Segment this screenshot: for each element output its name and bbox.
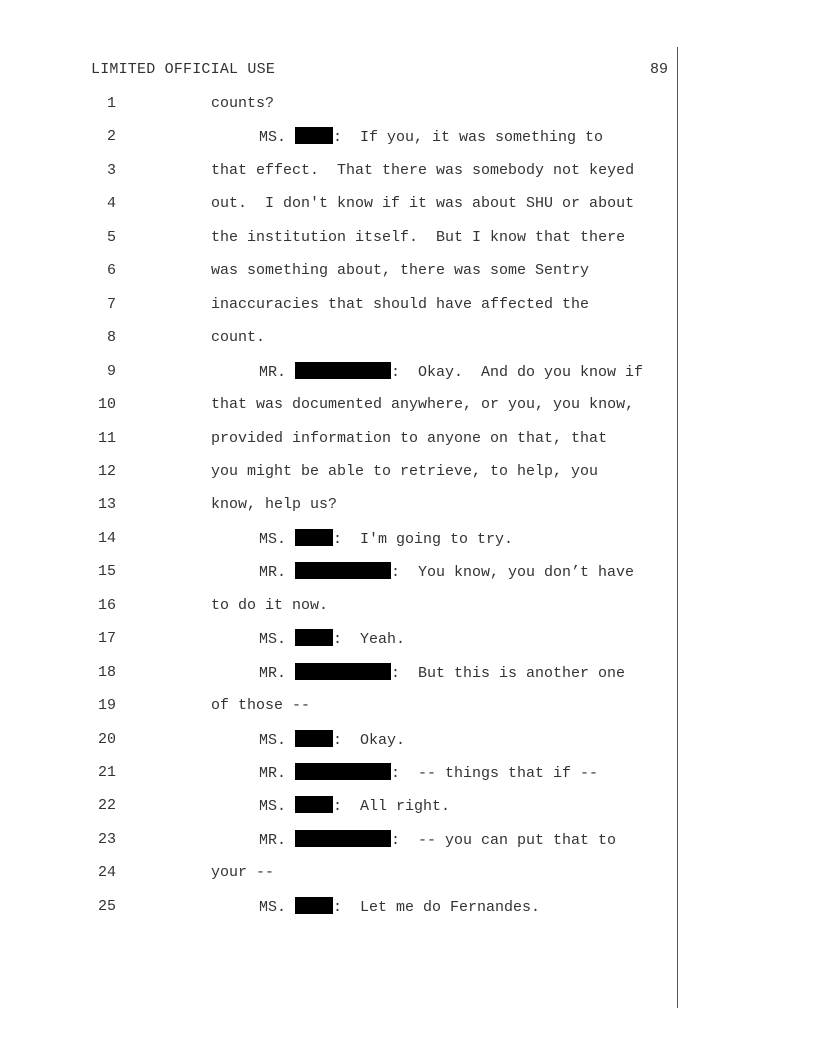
spoken-text: to do it now. bbox=[211, 596, 329, 614]
line-number: 10 bbox=[97, 396, 116, 414]
line-text bbox=[259, 730, 405, 751]
transcript-line bbox=[0, 830, 816, 850]
transcript-line bbox=[0, 763, 816, 783]
spoken-text: : If you, it was something to bbox=[333, 129, 604, 147]
spoken-text: : -- you can put that to bbox=[391, 831, 617, 849]
transcript-line bbox=[0, 796, 816, 816]
transcript-line bbox=[0, 897, 816, 917]
line-number: 2 bbox=[106, 128, 116, 146]
speaker-title: MS. bbox=[259, 898, 296, 916]
redacted-name bbox=[295, 830, 391, 847]
spoken-text: provided information to anyone on that, that bbox=[211, 429, 608, 447]
line-text bbox=[259, 127, 603, 148]
transcript-line bbox=[0, 127, 816, 147]
spoken-text: : But this is another one bbox=[391, 664, 626, 682]
redacted-name bbox=[295, 362, 391, 379]
speaker-title: MS. bbox=[259, 129, 296, 147]
line-number: 13 bbox=[97, 496, 116, 514]
spoken-text: : Yeah. bbox=[333, 631, 406, 649]
transcript-line bbox=[0, 663, 816, 683]
transcript-line bbox=[0, 228, 816, 248]
spoken-text: know, help us? bbox=[211, 496, 338, 514]
line-number: 7 bbox=[106, 295, 116, 313]
line-number: 5 bbox=[106, 228, 116, 246]
page-number: 89 bbox=[650, 61, 669, 78]
line-text bbox=[259, 830, 616, 851]
redacted-name bbox=[295, 730, 333, 747]
line-number: 9 bbox=[106, 362, 116, 380]
line-number: 4 bbox=[106, 195, 116, 213]
transcript-line bbox=[0, 362, 816, 382]
speaker-title: MR. bbox=[259, 564, 296, 582]
line-text bbox=[211, 429, 607, 449]
line-number: 15 bbox=[97, 563, 116, 581]
line-text bbox=[259, 362, 643, 383]
line-number: 25 bbox=[97, 897, 116, 915]
line-text bbox=[211, 696, 310, 716]
spoken-text: that effect. That there was somebody not keyed bbox=[211, 161, 635, 179]
line-text bbox=[259, 663, 625, 684]
spoken-text: you might be able to retrieve, to help, you bbox=[211, 462, 599, 480]
line-text bbox=[211, 495, 337, 515]
line-text bbox=[259, 796, 450, 817]
speaker-title: MS. bbox=[259, 798, 296, 816]
speaker-title: MR. bbox=[259, 664, 296, 682]
transcript-line bbox=[0, 194, 816, 214]
line-number: 20 bbox=[97, 730, 116, 748]
line-number: 18 bbox=[97, 663, 116, 681]
line-number: 12 bbox=[97, 462, 116, 480]
redacted-name bbox=[295, 562, 391, 579]
spoken-text: : You know, you don’t have bbox=[391, 564, 635, 582]
transcript-line bbox=[0, 696, 816, 716]
speaker-title: MS. bbox=[259, 731, 296, 749]
line-number: 24 bbox=[97, 864, 116, 882]
transcript-line bbox=[0, 94, 816, 114]
line-text bbox=[211, 261, 589, 281]
speaker-title: MR. bbox=[259, 363, 296, 381]
speaker-title: MS. bbox=[259, 631, 296, 649]
line-text bbox=[211, 295, 589, 315]
spoken-text: : Okay. bbox=[333, 731, 406, 749]
transcript-line bbox=[0, 596, 816, 616]
line-number: 3 bbox=[106, 161, 116, 179]
line-text bbox=[211, 863, 274, 883]
line-number: 23 bbox=[97, 830, 116, 848]
spoken-text: was something about, there was some Sentry bbox=[211, 262, 590, 280]
redacted-name bbox=[295, 629, 333, 646]
spoken-text: of those -- bbox=[211, 697, 311, 715]
line-text bbox=[211, 194, 634, 214]
transcript-line bbox=[0, 562, 816, 582]
spoken-text: : All right. bbox=[333, 798, 451, 816]
line-text bbox=[211, 596, 328, 616]
spoken-text: : -- things that if -- bbox=[391, 765, 599, 782]
spoken-text: count. bbox=[211, 329, 266, 347]
redacted-name bbox=[295, 796, 333, 813]
spoken-text: inaccuracies that should have affected the bbox=[211, 295, 590, 313]
line-text bbox=[211, 94, 274, 114]
speaker-title: MR. bbox=[259, 831, 296, 849]
spoken-text: out. I don't know if it was about SHU or about bbox=[211, 195, 635, 213]
line-number: 11 bbox=[97, 429, 116, 447]
transcript-line bbox=[0, 629, 816, 649]
spoken-text: the institution itself. But I know that there bbox=[211, 228, 626, 246]
spoken-text: counts? bbox=[211, 95, 275, 112]
line-text bbox=[259, 763, 598, 784]
spoken-text: : Okay. And do you know if bbox=[391, 363, 644, 381]
line-number: 16 bbox=[97, 596, 116, 614]
line-text bbox=[211, 395, 634, 415]
redacted-name bbox=[295, 897, 333, 914]
transcript-line bbox=[0, 161, 816, 181]
spoken-text: : Let me do Fernandes. bbox=[333, 898, 541, 916]
transcript-line bbox=[0, 529, 816, 549]
redacted-name bbox=[295, 763, 391, 780]
speaker-title: MR. bbox=[259, 765, 296, 782]
transcript-line bbox=[0, 495, 816, 515]
line-text bbox=[211, 161, 634, 181]
line-number: 22 bbox=[97, 797, 116, 815]
line-text bbox=[259, 629, 405, 650]
line-text bbox=[259, 897, 540, 918]
transcript-line bbox=[0, 730, 816, 750]
transcript-line bbox=[0, 462, 816, 482]
page-header-classification: LIMITED OFFICIAL USE bbox=[91, 61, 276, 78]
spoken-text: : I'm going to try. bbox=[333, 530, 514, 548]
redacted-name bbox=[295, 127, 333, 144]
line-number: 19 bbox=[97, 697, 116, 715]
redacted-name bbox=[295, 529, 333, 546]
redacted-name bbox=[295, 663, 391, 680]
line-text bbox=[259, 562, 634, 583]
transcript-line bbox=[0, 395, 816, 415]
line-number: 1 bbox=[106, 95, 116, 112]
transcript-line bbox=[0, 863, 816, 883]
speaker-title: MS. bbox=[259, 530, 296, 548]
spoken-text: your -- bbox=[211, 864, 275, 882]
line-number: 8 bbox=[106, 329, 116, 347]
spoken-text: that was documented anywhere, or you, you know, bbox=[211, 396, 635, 414]
line-text bbox=[211, 228, 625, 248]
transcript-line bbox=[0, 328, 816, 348]
line-text bbox=[259, 529, 513, 550]
line-text bbox=[211, 328, 265, 348]
line-number: 14 bbox=[97, 529, 116, 547]
line-number: 21 bbox=[97, 764, 116, 781]
line-number: 17 bbox=[97, 630, 116, 648]
transcript-line bbox=[0, 429, 816, 449]
transcript-line bbox=[0, 295, 816, 315]
line-text bbox=[211, 462, 598, 482]
line-number: 6 bbox=[106, 262, 116, 280]
transcript-line bbox=[0, 261, 816, 281]
